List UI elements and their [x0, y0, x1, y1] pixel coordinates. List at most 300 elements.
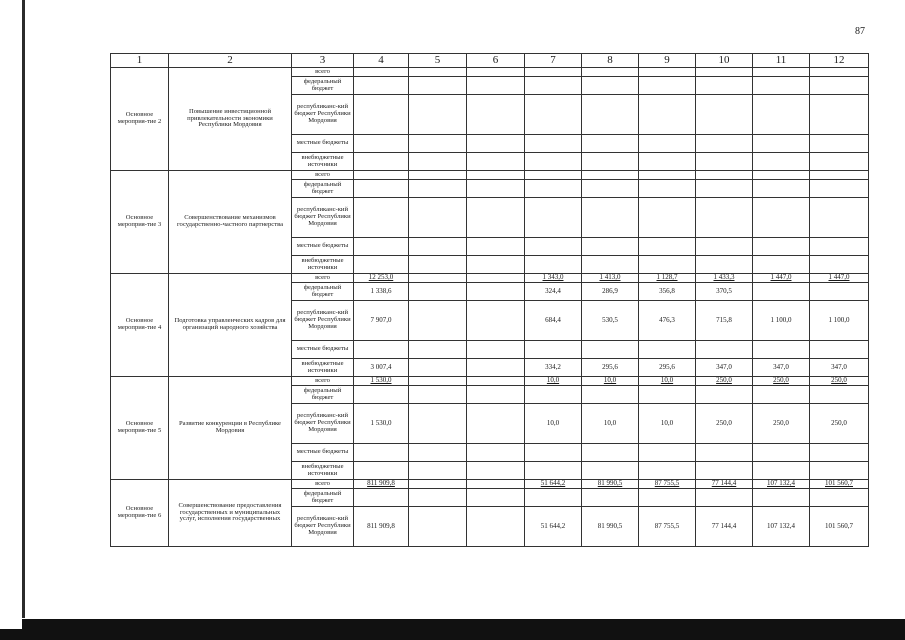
value-cell	[467, 283, 525, 301]
value-text: 101 560,7	[825, 479, 853, 487]
funding-source: местные бюджеты	[292, 238, 354, 256]
value-cell	[753, 180, 810, 198]
value-cell	[525, 274, 582, 283]
value-text: 1 433,3	[713, 273, 735, 281]
value-cell	[753, 359, 810, 377]
value-cell	[810, 95, 869, 135]
value-cell	[409, 68, 467, 77]
value-cell	[525, 480, 582, 489]
value-cell	[467, 489, 525, 507]
value-cell	[525, 171, 582, 180]
value-cell	[354, 341, 409, 359]
value-cell	[354, 180, 409, 198]
value-cell	[525, 68, 582, 77]
value-cell	[753, 507, 810, 547]
value-cell	[696, 171, 753, 180]
table-row	[111, 377, 869, 386]
value-cell	[582, 256, 639, 274]
value-cell	[639, 462, 696, 480]
value-cell	[409, 341, 467, 359]
funding-source: внебюджетные источники	[292, 153, 354, 171]
value-cell	[525, 507, 582, 547]
value-text: 10,0	[546, 418, 560, 427]
value-text: 347,0	[773, 362, 789, 371]
value-text: 107 132,4	[767, 521, 795, 530]
value-cell	[467, 135, 525, 153]
funding-source: местные бюджеты	[292, 341, 354, 359]
value-cell	[525, 404, 582, 444]
column-header: 4	[354, 54, 409, 68]
value-cell	[639, 77, 696, 95]
value-cell	[525, 283, 582, 301]
column-header: 8	[582, 54, 639, 68]
value-cell	[753, 341, 810, 359]
value-cell	[753, 198, 810, 238]
value-cell	[753, 301, 810, 341]
value-text: 1 100,0	[828, 315, 850, 324]
value-cell	[467, 68, 525, 77]
value-cell	[810, 301, 869, 341]
table-row	[111, 171, 869, 180]
value-text: 7 907,0	[370, 315, 392, 324]
value-cell	[525, 462, 582, 480]
activity-code: Основное мероприя-тие 4	[111, 274, 169, 377]
value-cell	[753, 283, 810, 301]
value-text: 77 144,4	[711, 521, 737, 530]
value-cell	[409, 171, 467, 180]
value-cell	[639, 153, 696, 171]
value-cell	[696, 359, 753, 377]
value-cell	[582, 462, 639, 480]
value-cell	[525, 256, 582, 274]
activity-title: Подготовка управленческих кадров для организаций народного хозяйства	[169, 274, 292, 377]
value-text: 51 644,2	[540, 521, 566, 530]
value-cell	[696, 404, 753, 444]
funding-source: федеральный бюджет	[292, 77, 354, 95]
value-cell	[582, 359, 639, 377]
value-text: 250,0	[831, 376, 847, 384]
value-cell	[639, 444, 696, 462]
value-cell	[582, 180, 639, 198]
value-text: 324,4	[545, 286, 561, 295]
activity-code: Основное мероприя-тие 6	[111, 480, 169, 547]
funding-table	[110, 53, 869, 547]
value-cell	[639, 198, 696, 238]
value-text: 10,0	[546, 376, 560, 384]
value-text: 81 990,5	[597, 479, 623, 487]
column-header: 6	[467, 54, 525, 68]
value-cell	[467, 153, 525, 171]
funding-source: республиканс-кий бюджет Республики Мордовия	[292, 301, 354, 341]
value-cell	[467, 77, 525, 95]
value-cell	[810, 462, 869, 480]
value-cell	[582, 341, 639, 359]
value-cell	[639, 480, 696, 489]
value-text: 10,0	[603, 418, 617, 427]
value-text: 1 447,0	[770, 273, 792, 281]
value-cell	[639, 180, 696, 198]
value-cell	[582, 153, 639, 171]
value-cell	[696, 198, 753, 238]
value-cell	[525, 301, 582, 341]
value-cell	[696, 489, 753, 507]
value-cell	[639, 256, 696, 274]
value-text: 107 132,4	[767, 479, 795, 487]
funding-source: всего	[292, 480, 354, 489]
funding-source: местные бюджеты	[292, 444, 354, 462]
table-row	[111, 480, 869, 489]
value-text: 87 755,5	[654, 521, 680, 530]
value-cell	[810, 480, 869, 489]
value-cell	[639, 95, 696, 135]
value-cell	[525, 489, 582, 507]
column-header: 3	[292, 54, 354, 68]
value-cell	[696, 462, 753, 480]
value-cell	[467, 95, 525, 135]
value-cell	[639, 404, 696, 444]
table-body	[111, 68, 869, 547]
value-cell	[525, 135, 582, 153]
value-cell	[696, 480, 753, 489]
funding-source: республиканс-кий бюджет Республики Мордовия	[292, 198, 354, 238]
value-cell	[409, 404, 467, 444]
value-cell	[810, 256, 869, 274]
value-cell	[467, 198, 525, 238]
value-cell	[810, 386, 869, 404]
column-header: 9	[639, 54, 696, 68]
value-cell	[409, 274, 467, 283]
value-cell	[696, 153, 753, 171]
value-cell	[582, 386, 639, 404]
value-text: 1 530,0	[370, 376, 392, 384]
value-cell	[639, 68, 696, 77]
value-text: 811 909,8	[367, 479, 395, 487]
value-text: 1 530,0	[370, 418, 392, 427]
value-cell	[753, 404, 810, 444]
value-cell	[639, 301, 696, 341]
value-text: 81 990,5	[597, 521, 623, 530]
value-text: 10,0	[603, 376, 617, 384]
column-header: 11	[753, 54, 810, 68]
value-cell	[525, 359, 582, 377]
value-cell	[696, 95, 753, 135]
activity-code: Основное мероприя-тие 5	[111, 377, 169, 480]
value-cell	[696, 238, 753, 256]
value-cell	[582, 198, 639, 238]
value-cell	[810, 180, 869, 198]
table-row	[111, 274, 869, 283]
value-cell	[354, 480, 409, 489]
value-text: 370,5	[716, 286, 732, 295]
value-cell	[753, 135, 810, 153]
value-cell	[810, 77, 869, 95]
value-cell	[409, 256, 467, 274]
value-cell	[810, 359, 869, 377]
value-cell	[810, 377, 869, 386]
activity-title: Развитие конкуренции в Республике Мордовия	[169, 377, 292, 480]
funding-source: всего	[292, 274, 354, 283]
value-cell	[409, 180, 467, 198]
value-cell	[409, 377, 467, 386]
activity-title: Совершенствование предоставления государственных и муниципальных услуг, исполнения государственных	[169, 480, 292, 547]
value-cell	[753, 256, 810, 274]
value-cell	[409, 95, 467, 135]
value-cell	[409, 301, 467, 341]
value-cell	[409, 386, 467, 404]
value-cell	[810, 404, 869, 444]
value-cell	[753, 377, 810, 386]
funding-source: федеральный бюджет	[292, 283, 354, 301]
value-cell	[467, 404, 525, 444]
funding-source: республиканс-кий бюджет Республики Мордовия	[292, 95, 354, 135]
value-cell	[525, 444, 582, 462]
value-text: 87 755,5	[654, 479, 680, 487]
value-cell	[639, 359, 696, 377]
value-cell	[810, 489, 869, 507]
activity-title: Повышение инвестиционной привлекательности экономики Республики Мордовия	[169, 68, 292, 171]
value-cell	[696, 68, 753, 77]
activity-title: Совершенствование механизмов государственно-частного партнерства	[169, 171, 292, 274]
value-cell	[639, 507, 696, 547]
funding-source: республиканс-кий бюджет Республики Мордовия	[292, 507, 354, 547]
value-cell	[639, 341, 696, 359]
value-cell	[753, 77, 810, 95]
scan-bottom-corner	[0, 629, 22, 640]
value-cell	[354, 171, 409, 180]
value-cell	[753, 238, 810, 256]
funding-source: внебюджетные источники	[292, 256, 354, 274]
value-cell	[409, 198, 467, 238]
value-cell	[354, 301, 409, 341]
value-text: 356,8	[659, 286, 675, 295]
value-text: 12 253,0	[368, 273, 394, 281]
value-cell	[696, 77, 753, 95]
value-cell	[582, 95, 639, 135]
value-cell	[810, 507, 869, 547]
value-cell	[639, 171, 696, 180]
value-cell	[525, 180, 582, 198]
value-cell	[753, 489, 810, 507]
value-cell	[582, 489, 639, 507]
value-cell	[525, 377, 582, 386]
value-cell	[409, 359, 467, 377]
column-header: 2	[169, 54, 292, 68]
value-text: 1 447,0	[828, 273, 850, 281]
scan-bottom-border	[22, 619, 905, 640]
column-header: 5	[409, 54, 467, 68]
value-cell	[354, 198, 409, 238]
value-cell	[753, 274, 810, 283]
value-text: 347,0	[716, 362, 732, 371]
value-cell	[354, 507, 409, 547]
value-cell	[639, 489, 696, 507]
value-cell	[810, 283, 869, 301]
funding-source: внебюджетные источники	[292, 359, 354, 377]
value-cell	[409, 462, 467, 480]
value-cell	[810, 68, 869, 77]
value-cell	[696, 256, 753, 274]
value-text: 250,0	[831, 418, 847, 427]
value-cell	[582, 404, 639, 444]
value-cell	[409, 444, 467, 462]
value-cell	[582, 283, 639, 301]
value-cell	[467, 377, 525, 386]
value-cell	[639, 377, 696, 386]
column-header: 10	[696, 54, 753, 68]
activity-code: Основное мероприя-тие 2	[111, 68, 169, 171]
value-cell	[354, 256, 409, 274]
value-cell	[467, 359, 525, 377]
value-cell	[810, 153, 869, 171]
value-cell	[696, 274, 753, 283]
value-cell	[409, 135, 467, 153]
value-cell	[354, 283, 409, 301]
value-cell	[753, 480, 810, 489]
value-cell	[525, 341, 582, 359]
value-cell	[582, 238, 639, 256]
value-cell	[753, 171, 810, 180]
value-cell	[639, 238, 696, 256]
value-text: 10,0	[660, 376, 674, 384]
funding-source: всего	[292, 377, 354, 386]
value-cell	[696, 180, 753, 198]
value-cell	[696, 301, 753, 341]
value-cell	[409, 238, 467, 256]
value-cell	[354, 274, 409, 283]
value-text: 1 343,0	[542, 273, 564, 281]
value-cell	[467, 238, 525, 256]
value-cell	[467, 462, 525, 480]
value-cell	[409, 77, 467, 95]
value-cell	[696, 507, 753, 547]
value-cell	[582, 377, 639, 386]
value-text: 1 338,6	[370, 286, 392, 295]
value-cell	[409, 489, 467, 507]
value-text: 77 144,4	[711, 479, 737, 487]
value-cell	[696, 341, 753, 359]
value-cell	[525, 198, 582, 238]
value-cell	[639, 274, 696, 283]
value-text: 286,9	[602, 286, 618, 295]
value-cell	[582, 135, 639, 153]
value-cell	[354, 377, 409, 386]
value-cell	[354, 135, 409, 153]
value-cell	[467, 386, 525, 404]
value-cell	[409, 283, 467, 301]
funding-source: республиканс-кий бюджет Республики Мордовия	[292, 404, 354, 444]
value-cell	[696, 386, 753, 404]
value-cell	[582, 507, 639, 547]
value-cell	[639, 283, 696, 301]
value-cell	[354, 386, 409, 404]
value-cell	[467, 480, 525, 489]
value-cell	[810, 274, 869, 283]
value-text: 51 644,2	[540, 479, 566, 487]
value-cell	[810, 135, 869, 153]
funding-source: внебюджетные источники	[292, 462, 354, 480]
column-header: 7	[525, 54, 582, 68]
value-cell	[354, 95, 409, 135]
value-cell	[409, 153, 467, 171]
value-cell	[525, 386, 582, 404]
value-cell	[467, 507, 525, 547]
value-cell	[354, 489, 409, 507]
value-cell	[582, 444, 639, 462]
table-row	[111, 68, 869, 77]
value-text: 811 909,8	[367, 521, 395, 530]
value-cell	[467, 256, 525, 274]
value-cell	[639, 386, 696, 404]
value-cell	[582, 171, 639, 180]
value-text: 334,2	[545, 362, 561, 371]
value-cell	[354, 359, 409, 377]
value-cell	[582, 77, 639, 95]
column-header: 12	[810, 54, 869, 68]
value-text: 250,0	[716, 418, 732, 427]
value-cell	[753, 386, 810, 404]
value-text: 10,0	[660, 418, 674, 427]
value-cell	[696, 135, 753, 153]
value-cell	[354, 77, 409, 95]
value-text: 295,6	[602, 362, 618, 371]
value-text: 295,6	[659, 362, 675, 371]
value-cell	[467, 301, 525, 341]
value-cell	[467, 341, 525, 359]
value-cell	[696, 377, 753, 386]
value-text: 250,0	[716, 376, 732, 384]
value-text: 530,5	[602, 315, 618, 324]
value-cell	[409, 507, 467, 547]
value-cell	[354, 462, 409, 480]
value-text: 1 413,0	[599, 273, 621, 281]
activity-code: Основное мероприя-тие 3	[111, 171, 169, 274]
value-text: 250,0	[773, 418, 789, 427]
funding-source: федеральный бюджет	[292, 489, 354, 507]
funding-source: местные бюджеты	[292, 135, 354, 153]
value-cell	[753, 444, 810, 462]
funding-source: всего	[292, 171, 354, 180]
table-header	[111, 54, 869, 68]
value-cell	[467, 180, 525, 198]
value-cell	[696, 283, 753, 301]
value-cell	[810, 444, 869, 462]
funding-source: федеральный бюджет	[292, 386, 354, 404]
value-cell	[354, 404, 409, 444]
value-text: 347,0	[831, 362, 847, 371]
value-cell	[525, 153, 582, 171]
value-cell	[409, 480, 467, 489]
value-text: 715,8	[716, 315, 732, 324]
value-cell	[753, 153, 810, 171]
value-cell	[810, 238, 869, 256]
value-text: 101 560,7	[825, 521, 853, 530]
value-cell	[354, 444, 409, 462]
value-cell	[354, 238, 409, 256]
value-cell	[525, 95, 582, 135]
value-cell	[525, 77, 582, 95]
funding-source: федеральный бюджет	[292, 180, 354, 198]
scan-left-edge	[22, 0, 25, 618]
value-cell	[696, 444, 753, 462]
value-text: 684,4	[545, 315, 561, 324]
value-cell	[467, 274, 525, 283]
value-text: 3 007,4	[370, 362, 392, 371]
value-cell	[753, 68, 810, 77]
page-number: 87	[855, 26, 865, 37]
value-cell	[354, 153, 409, 171]
value-cell	[810, 171, 869, 180]
value-cell	[354, 68, 409, 77]
